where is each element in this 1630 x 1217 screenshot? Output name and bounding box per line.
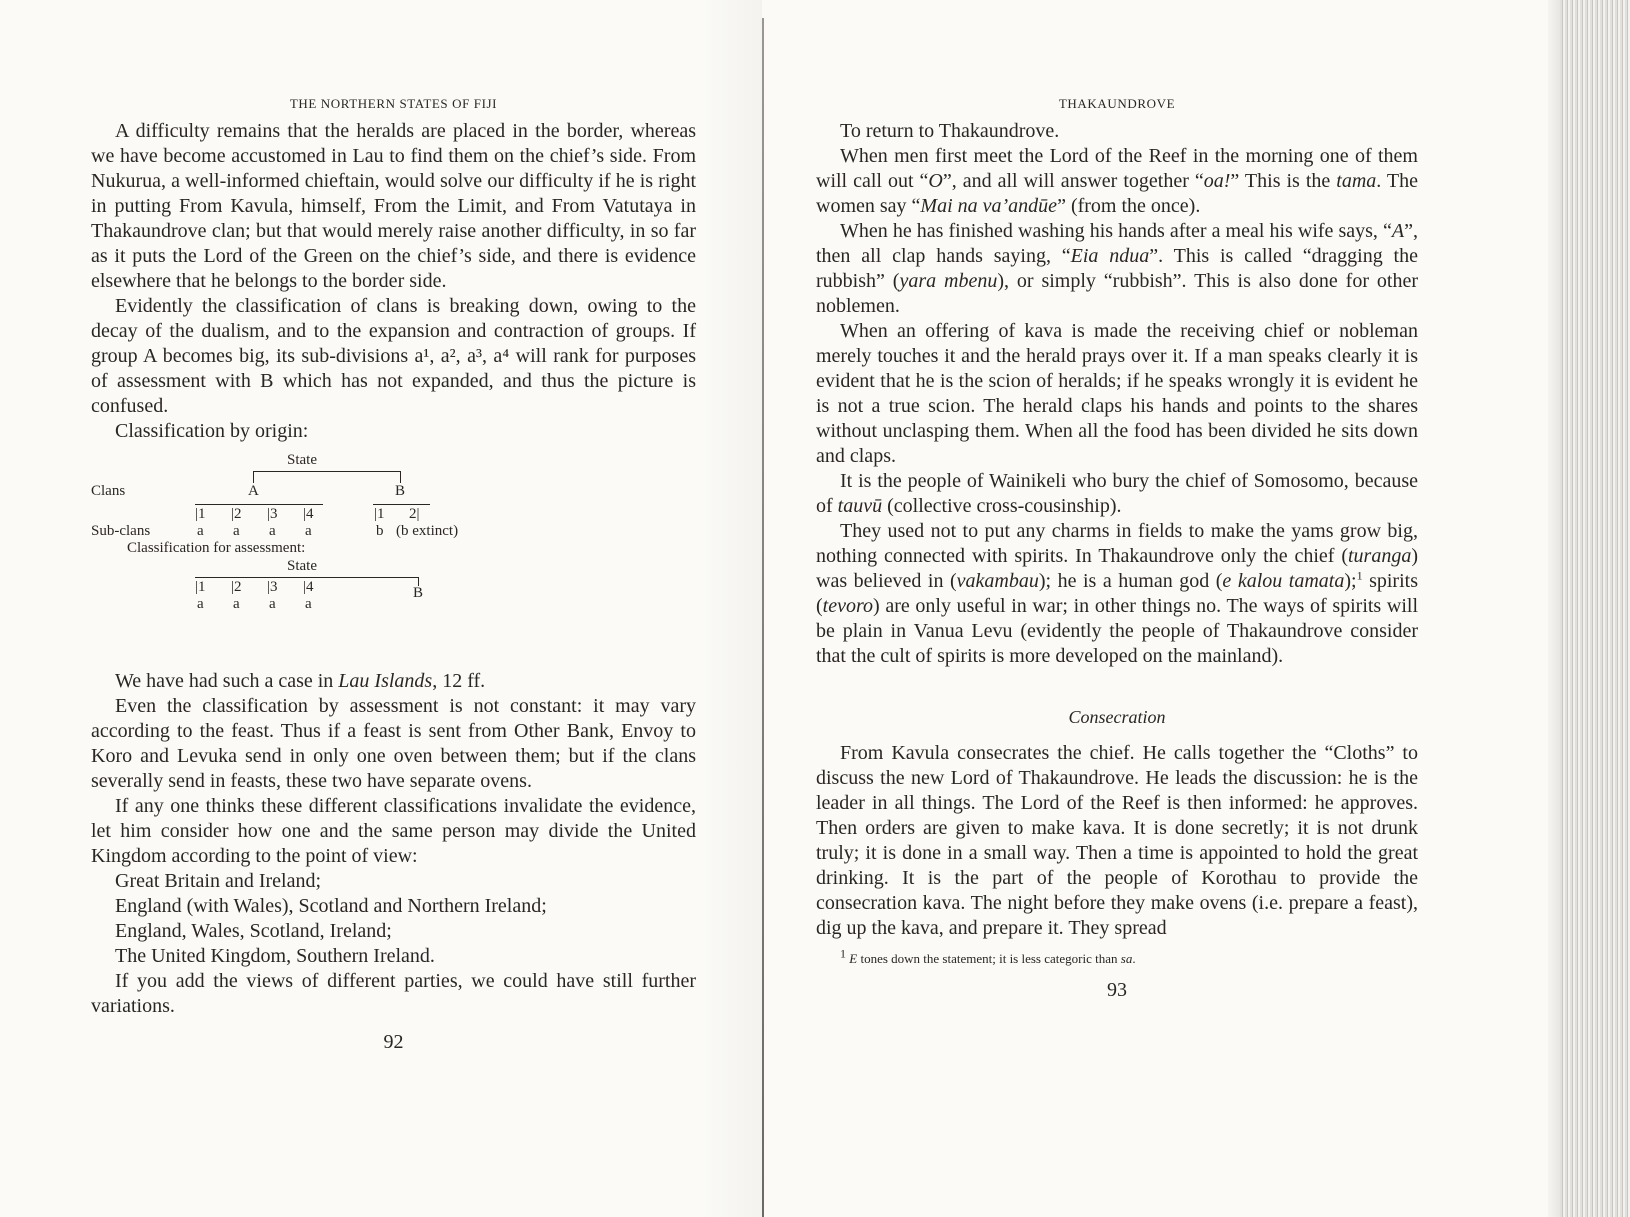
subclans-label: Sub-clans bbox=[91, 523, 151, 539]
section-heading: Consecration bbox=[1068, 707, 1166, 727]
a-letter-4: a bbox=[305, 523, 312, 539]
right-running-head: THAKAUNDROVE bbox=[1058, 96, 1176, 111]
assess-letter-4: a bbox=[305, 596, 312, 612]
clan-a: A bbox=[248, 483, 259, 499]
paragraph-united-kingdom: If any one thinks these different classifications invalidate the evidence, let him consider how one and the same person may divide the United Kingdom according to the point of view: bbox=[91, 795, 696, 867]
state-branch-left bbox=[253, 472, 254, 483]
b-letter: b bbox=[376, 523, 384, 539]
clan-a-line bbox=[195, 504, 323, 505]
left-running-head: THE NORTHERN STATES OF FIJI bbox=[289, 96, 498, 111]
footnote-marker: 1 bbox=[1356, 568, 1363, 583]
assess-number-2: |2 bbox=[231, 579, 242, 595]
assess-letter-2: a bbox=[233, 596, 240, 612]
a-number-3: |3 bbox=[267, 506, 278, 522]
a-letter-3: a bbox=[269, 523, 276, 539]
state-branch-right bbox=[400, 472, 401, 483]
assess-number-4: |4 bbox=[303, 579, 314, 595]
list-item: Great Britain and Ireland; bbox=[115, 870, 322, 892]
diagram-state-label: State bbox=[287, 452, 317, 468]
left-page bbox=[91, 96, 696, 1054]
clans-label: Clans bbox=[91, 483, 126, 499]
assessment-label: Classification for assessment: bbox=[127, 540, 306, 556]
paragraph-closing: If you add the views of different parties, we could have still further variations. bbox=[91, 970, 696, 1017]
state-branch-line bbox=[253, 471, 401, 472]
right-page-number: 93 bbox=[1107, 979, 1127, 1001]
assess-number-1: |1 bbox=[195, 579, 206, 595]
left-body bbox=[91, 119, 696, 1019]
clan-b-line bbox=[373, 504, 430, 505]
clan-classification-diagram bbox=[91, 452, 696, 657]
paragraph-burial: It is the people of Wainikeli who bury the chief of Somosomo, because of tauvū (collective cross-cousinship). bbox=[816, 470, 1418, 517]
book-gutter bbox=[762, 18, 764, 1217]
list-item: England, Wales, Scotland, Ireland; bbox=[115, 920, 392, 942]
paragraph-assessment: Even the classification by assessment is not constant: it may vary according to the feast. Thus if a feast is sent from Other Bank, Envoy to Koro and Levuka send in only one oven between them; but if the clans severally send in feasts, these two have separate ovens. bbox=[91, 695, 696, 792]
right-body bbox=[816, 119, 1418, 941]
paragraph-classification: Evidently the classification of clans is breaking down, owing to the decay of the dualism, and to the expansion and contraction of groups. If group A becomes big, its sub-divisions a¹, a², a³, a⁴ will rank for purposes of assessment with B which has not expanded, and thus the picture is confused. bbox=[91, 295, 696, 417]
paragraph-rubbish: When he has finished washing his hands after a meal his wife says, “A”, then all clap hands saying, “Eia ndua”. This is called “dragging the rubbish” (yara mbenu), or simply “rubbish”. This is also done for other noblemen. bbox=[816, 220, 1418, 317]
b-number-1: |1 bbox=[374, 506, 385, 522]
paragraph-lau-reference: We have had such a case in Lau Islands, 12 ff. bbox=[115, 670, 486, 692]
paragraph-origin-intro: Classification by origin: bbox=[115, 420, 309, 442]
paragraph-morning-greeting: When men first meet the Lord of the Reef in the morning one of them will call out “O”, and all will answer together “oa!” This is the tama. The women say “Mai na va’andūe” (from the once). bbox=[816, 145, 1418, 217]
a-number-1: |1 bbox=[195, 506, 206, 522]
paragraph-heralds: A difficulty remains that the heralds are placed in the border, whereas we have become accustomed in Lau to find them on the chief’s side. From Nukurua, a well-informed chieftain, would solve our difficulty if he is right in putting From Kavula, himself, From the Limit, and From Vatutaya in Thakaundrove clan; but that would merely raise another difficulty, in so far as it puts the Lord of the Green on the chief’s side, and there is evidence elsewhere that he belongs to the border side. bbox=[91, 120, 696, 292]
gutter-shadow bbox=[700, 0, 762, 1217]
paragraph-offering: When an offering of kava is made the receiving chief or nobleman merely touches it and the herald prays over it. If a man speaks clearly it is evident that he is the scion of heralds; if he speaks wrongly it is evident he is not a true scion. The herald claps his hands and points to the shares without unclasping them. When all the food has been divided he sits down and claps. bbox=[816, 320, 1418, 467]
a-number-2: |2 bbox=[231, 506, 242, 522]
paragraph-return: To return to Thakaundrove. bbox=[840, 120, 1060, 142]
footnote: $^1$ E tones down the statement; it is less categoric than sa. bbox=[840, 946, 1136, 966]
list-item: England (with Wales), Scotland and Northern Ireland; bbox=[115, 895, 547, 917]
a-letter-2: a bbox=[233, 523, 240, 539]
paragraph-consecration: From Kavula consecrates the chief. He calls together the “Cloths” to discuss the new Lord of Thakaundrove. He leads the discussion: he is the leader in all things. The Lord of the Reef is then informed: he approves. Then orders are given to make kava. It is done secretly; it is not drunk truly; it is done in a small way. Then a time is appointed to hold the great drinking. It is the part of the people of Korothau to provide the consecration kava. The night before they make ovens (i.e. prepare a feast), dig up the kava, and prepare it. They spread bbox=[816, 742, 1418, 939]
assess-number-3: |3 bbox=[267, 579, 278, 595]
b-number-2: 2| bbox=[409, 506, 420, 522]
a-letter-1: a bbox=[197, 523, 204, 539]
right-page bbox=[816, 96, 1418, 1002]
clan-b: B bbox=[395, 483, 406, 499]
page-edge-shadow bbox=[1548, 0, 1560, 1217]
diagram-state-label-2: State bbox=[287, 558, 317, 574]
list-item: The United Kingdom, Southern Ireland. bbox=[115, 945, 435, 967]
page-stack-edge bbox=[1560, 0, 1630, 1217]
left-page-number: 92 bbox=[383, 1031, 404, 1053]
assessment-line bbox=[195, 577, 419, 578]
a-number-4: |4 bbox=[303, 506, 314, 522]
assess-letter-1: a bbox=[197, 596, 204, 612]
assess-b: B bbox=[413, 585, 424, 601]
paragraph-charms: They used not to put any charms in fields to make the yams grow big, nothing connected with spirits. In Thakaundrove only the chief (turanga) was believed in (vakambau); he is a human god (e kalou tamata);$^1$ spirits (tevoro) are only useful in war; in other things no. The ways of spirits will be plain in Vanua Levu (evidently the people of Thakaundrove consider that the cult of spirits is more developed on the mainland). bbox=[816, 520, 1418, 667]
b-extinct-note: (b extinct) bbox=[396, 523, 459, 539]
assess-letter-3: a bbox=[269, 596, 276, 612]
